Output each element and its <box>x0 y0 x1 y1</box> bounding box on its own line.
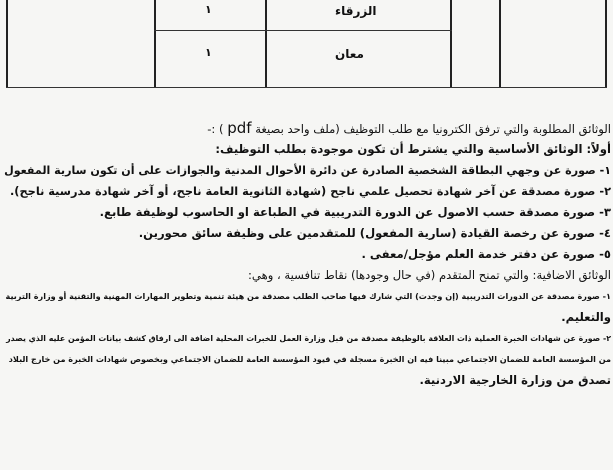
list-item: ١- صورة عن وجهي البطاقة الشخصية الصادرة عن دائرة الأحوال المدنية والجوازات على أن تكون سارية المفعول <box>4 164 611 177</box>
list-item: ٤- صورة عن رخصة القيادة (سارية المفعول) للمتقدمين على وظيفة سائق محورين. <box>138 226 611 240</box>
table-fragment <box>0 0 613 88</box>
table-cell-count: ١ <box>205 3 212 16</box>
table-divider <box>265 0 267 88</box>
table-row-separator <box>154 30 452 31</box>
intro-text: الوثائق المطلوبة والتي ترفق الكترونيا مع طلب التوظيف (ملف واحد بصيغة <box>255 122 611 136</box>
table-cell-city: معان <box>335 47 364 61</box>
list-item: ٥- صورة عن دفتر خدمة العلم مؤجل/معفى . <box>361 247 611 261</box>
table-divider <box>154 0 156 88</box>
intro-text-end: ) :- <box>207 122 224 136</box>
list-item-line: والتعليم. <box>561 310 611 324</box>
pdf-format-label: pdf <box>227 119 252 137</box>
list-item-line: ١- صورة مصدقة عن الدورات التدريبية (إن وجدت) التي شارك فيها صاحب الطلب مصدقة من هيئة تنمية وتطوير المهارات المهنية والتقنية أو وزارة التربية <box>5 291 611 301</box>
table-divider <box>450 0 452 88</box>
list-item: ٣- صورة مصدقة حسب الاصول عن الدورة التدريبية في الطباعة او الحاسوب لوظيفة طابع. <box>99 205 611 219</box>
intro-line <box>0 118 611 139</box>
table-divider <box>499 0 501 88</box>
table-border-right <box>605 0 607 88</box>
table-cell-count: ١ <box>205 46 212 59</box>
section-heading: الوثائق الاضافية: والتي تمنح المتقدم (في حال وجودها) نقاط تنافسية ، وهي: <box>248 268 611 282</box>
section-heading: أولاً: الوثائق الأساسية والتي يشترط أن تكون موجودة بطلب التوظيف: <box>215 142 611 156</box>
list-item: ٢- صورة مصدقة عن آخر شهادة تحصيل علمي ناجح (شهادة الثانوية العامة ناجح، أو آخر شهادة مدرسية ناجح). <box>9 184 611 198</box>
list-item-line: ٢- صورة عن شهادات الخبرة العملية ذات العلاقة بالوظيفة مصدقة من قبل وزارة العمل للخبرات المحلية اضافة الى ارفاق كشف بيانات المؤمن عليه الذي يصدر <box>6 334 611 343</box>
document-body <box>0 118 611 391</box>
table-bottom-border <box>6 87 607 88</box>
list-item-line: تصدق من وزارة الخارجية الاردنية. <box>419 373 611 387</box>
list-item-line: من المؤسسة العامة للضمان الاجتماعي مبينا فيه ان الخبرة مسجلة في قيود المؤسسة العامة للضمان الاجتماعي وبخصوص شهادات الخبرة من خارج البلاد <box>8 354 611 364</box>
table-border-left <box>6 0 8 88</box>
table-cell-city: الزرقاء <box>335 4 377 18</box>
